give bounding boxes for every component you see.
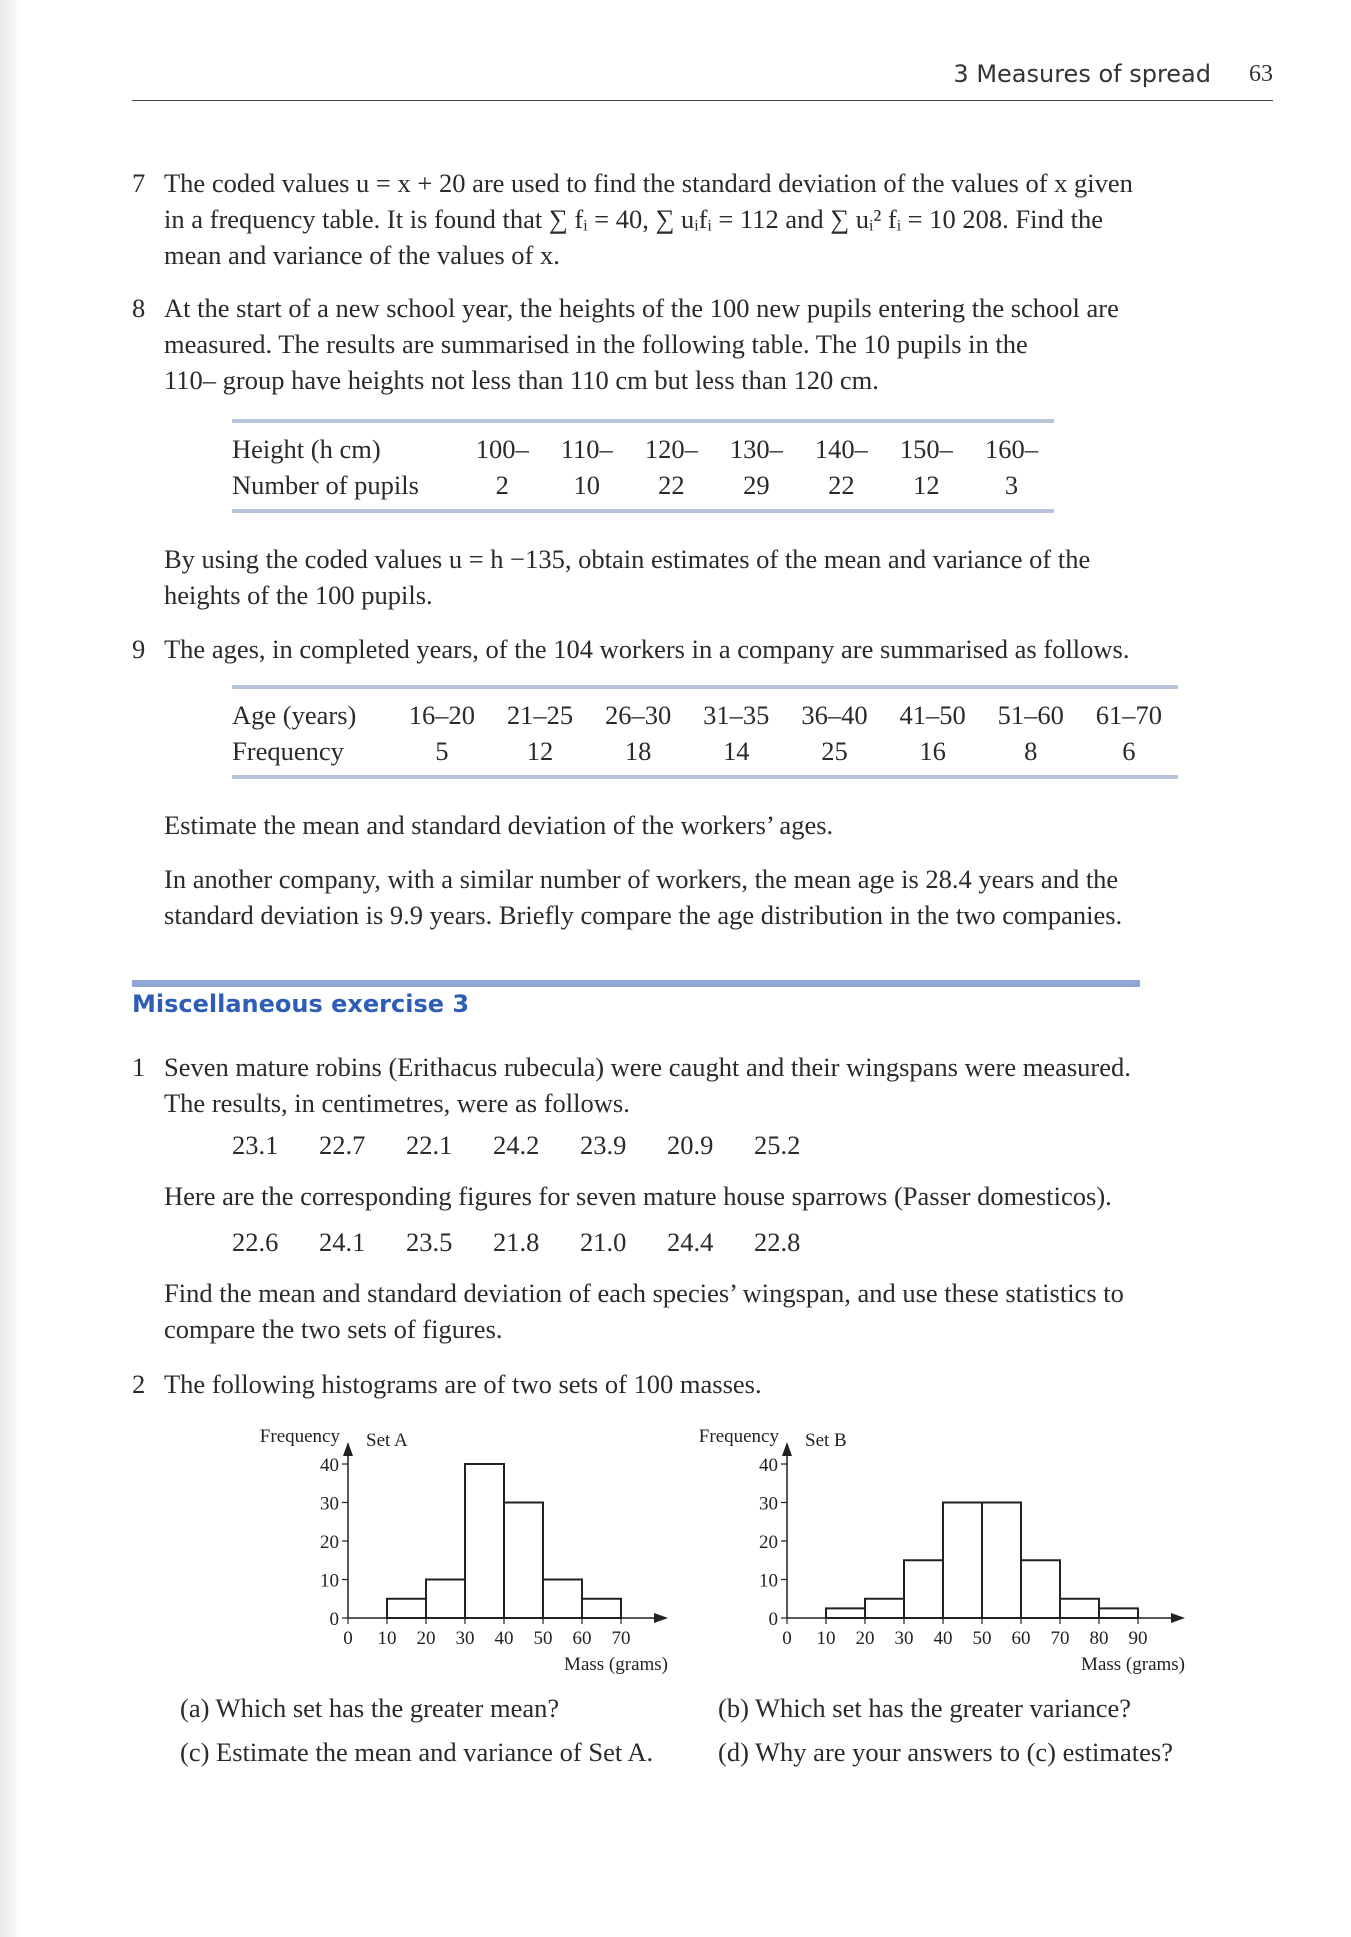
value: 23.5: [406, 1227, 453, 1257]
histogram-bar: [1021, 1560, 1060, 1618]
robin-wingspans: [232, 1130, 834, 1161]
y-tick-label: 30: [759, 1493, 778, 1515]
x-tick-label: 70: [1050, 1628, 1070, 1649]
q8-line-3: 110– group have heights not less than 110 cm but less than 120 cm.: [164, 365, 879, 395]
misc-q1-line-4: Find the mean and standard deviation of each species’ wingspan, and use these statistics to: [164, 1278, 1124, 1308]
y-axis-label: Frequency: [698, 1426, 779, 1447]
histogram-set-b: [670, 1420, 1185, 1680]
x-tick-label: 70: [611, 1628, 631, 1649]
q8-after-1: By using the coded values u = h −135, obtain estimates of the mean and variance of the: [164, 544, 1091, 574]
row-label: Number of pupils: [232, 470, 419, 500]
value: 24.1: [319, 1227, 366, 1257]
question-number: 9: [132, 634, 146, 664]
table-cell: 12: [526, 736, 554, 766]
sparrow-wingspans: [232, 1227, 834, 1258]
x-tick-label: 60: [572, 1628, 592, 1649]
histogram-bar: [943, 1503, 982, 1619]
table-cell: 150–: [899, 434, 953, 464]
y-tick-label: 0: [768, 1609, 778, 1630]
y-tick-label: 40: [320, 1455, 339, 1476]
table-cell: 18: [624, 736, 652, 766]
table-cell: 160–: [984, 434, 1038, 464]
histogram-bar: [904, 1560, 943, 1618]
value: 22.1: [406, 1130, 453, 1160]
question-8-continued: [132, 541, 1222, 613]
table-cell: 12: [913, 470, 940, 500]
histogram-set-a: [230, 1420, 680, 1680]
histogram-bar: [826, 1608, 865, 1618]
misc-question-1: [132, 1049, 1222, 1121]
section-title: Miscellaneous exercise 3: [132, 990, 470, 1018]
value: 22.6: [232, 1227, 279, 1257]
table-cell: 16: [919, 736, 946, 766]
x-tick-label: 50: [533, 1628, 553, 1649]
histogram-bar: [387, 1599, 426, 1618]
table-cell: 8: [1024, 736, 1038, 766]
y-axis-arrow: [782, 1442, 792, 1456]
question-number: 8: [132, 293, 146, 323]
x-tick-label: 20: [855, 1628, 875, 1649]
y-tick-label: 40: [759, 1455, 778, 1476]
table-cell: 26–30: [605, 700, 672, 730]
value: 21.0: [580, 1227, 627, 1257]
page-edge-shadow: [0, 0, 22, 1937]
value: 23.9: [580, 1130, 627, 1160]
chart-title: Set B: [805, 1430, 847, 1451]
value: 22.8: [754, 1227, 801, 1257]
q9-after-2: In another company, with a similar number of workers, the mean age is 28.4 years and the: [164, 864, 1119, 894]
histogram-bar: [1099, 1608, 1138, 1618]
x-tick-label: 20: [416, 1628, 436, 1649]
table-cell: 22: [828, 470, 855, 500]
table-cell: 6: [1122, 736, 1136, 766]
x-tick-label: 0: [343, 1628, 353, 1649]
part-d: (d) Why are your answers to (c) estimates?: [718, 1737, 1173, 1767]
q9-after-3: standard deviation is 9.9 years. Briefly compare the age distribution in the two companies.: [164, 900, 1123, 930]
y-axis-arrow: [343, 1442, 353, 1456]
part-c: (c) Estimate the mean and variance of Set A.: [180, 1737, 654, 1767]
question-number: 7: [132, 168, 146, 198]
value: 23.1: [232, 1130, 279, 1160]
x-tick-label: 30: [894, 1628, 914, 1649]
part-a: (a) Which set has the greater mean?: [180, 1693, 560, 1723]
y-axis-label: Frequency: [259, 1426, 340, 1447]
y-tick-label: 0: [329, 1609, 339, 1630]
row-label: Frequency: [232, 736, 344, 766]
chapter-title: 3 Measures of spread: [953, 60, 1211, 88]
histogram-bar: [504, 1503, 543, 1619]
table-cell: 16–20: [408, 700, 475, 730]
x-axis-label: Mass (grams): [1081, 1654, 1185, 1675]
misc-q1-line-2: The results, in centimetres, were as follows.: [164, 1088, 630, 1118]
running-header: [132, 58, 1273, 101]
question-9: [132, 631, 1222, 667]
table-cell: 25: [821, 736, 848, 766]
x-tick-label: 30: [455, 1628, 475, 1649]
table-cell: 120–: [644, 434, 698, 464]
q9-line-1: The ages, in completed years, of the 104 workers in a company are summarised as follows.: [164, 634, 1130, 664]
value: 20.9: [667, 1130, 714, 1160]
x-tick-label: 50: [972, 1628, 992, 1649]
row-label: Height (h cm): [232, 434, 381, 464]
row-label: Age (years): [232, 700, 357, 730]
misc-q1-line-3: Here are the corresponding figures for seven mature house sparrows (Passer domesticos).: [164, 1181, 1112, 1211]
misc-q1-line-1: Seven mature robins (Erithacus rubecula) were caught and their wingspans were measured.: [164, 1052, 1131, 1082]
x-axis-label: Mass (grams): [564, 1654, 668, 1675]
y-tick-label: 10: [320, 1570, 339, 1592]
misc-question-2: [132, 1366, 1222, 1402]
y-tick-label: 10: [759, 1570, 778, 1592]
y-tick-label: 20: [320, 1532, 339, 1553]
value: 24.4: [667, 1227, 714, 1257]
q7-line-3: mean and variance of the values of x.: [164, 240, 560, 270]
table-cell: 100–: [475, 434, 529, 464]
page-number: 63: [1249, 61, 1273, 87]
table-cell: 29: [743, 470, 770, 500]
table-cell: 51–60: [997, 700, 1064, 730]
histogram-bar: [982, 1503, 1021, 1619]
x-tick-label: 10: [816, 1628, 836, 1649]
table-cell: 2: [495, 470, 509, 500]
table-cell: 140–: [814, 434, 868, 464]
table-row: [232, 733, 1178, 777]
histogram-bar: [582, 1599, 621, 1618]
table-cell: 22: [658, 470, 685, 500]
table-cell: 3: [1004, 470, 1019, 500]
q7-line-2: in a frequency table. It is found that ∑ fᵢ = 40, ∑ uᵢfᵢ = 112 and ∑ uᵢ² fᵢ = 10 208. Find the: [164, 204, 1103, 234]
table-cell: 21–25: [506, 700, 574, 730]
question-number: 1: [132, 1052, 146, 1082]
table-cell: 14: [723, 736, 750, 766]
table-cell: 130–: [729, 434, 783, 464]
question-number: 2: [132, 1369, 146, 1399]
table-cell: 31–35: [703, 700, 770, 730]
q7-line-1: The coded values u = x + 20 are used to find the standard deviation of the values of x given: [164, 168, 1133, 198]
q8-after-2: heights of the 100 pupils.: [164, 580, 433, 610]
histogram-bar: [1060, 1599, 1099, 1618]
x-axis-arrow: [654, 1613, 668, 1623]
x-tick-label: 60: [1011, 1628, 1031, 1649]
table-cell: 5: [435, 736, 449, 766]
question-9-continued: [132, 807, 1222, 933]
value: 21.8: [493, 1227, 540, 1257]
height-frequency-table: [232, 419, 1054, 513]
q8-line-1: At the start of a new school year, the heights of the 100 new pupils entering the school are: [164, 293, 1119, 323]
x-tick-label: 0: [782, 1628, 792, 1649]
histogram-bar: [865, 1599, 904, 1618]
value: 24.2: [493, 1130, 540, 1160]
age-frequency-table: [232, 685, 1178, 779]
table-row: [232, 687, 1178, 733]
x-axis-arrow: [1171, 1613, 1185, 1623]
y-tick-label: 30: [320, 1493, 339, 1515]
y-tick-label: 20: [759, 1532, 778, 1553]
histogram-bar: [426, 1580, 465, 1619]
part-b: (b) Which set has the greater variance?: [718, 1693, 1131, 1723]
question-8: [132, 290, 1222, 398]
x-tick-label: 80: [1089, 1628, 1109, 1649]
q9-after-1: Estimate the mean and standard deviation of the workers’ ages.: [164, 810, 834, 840]
q8-line-2: measured. The results are summarised in the following table. The 10 pupils in the: [164, 329, 1028, 359]
section-divider: [132, 980, 1140, 987]
table-row: [232, 421, 1054, 467]
table-cell: 36–40: [801, 700, 868, 730]
x-tick-label: 40: [494, 1628, 514, 1649]
table-cell: 10: [573, 470, 601, 500]
table-row: [232, 467, 1054, 511]
histogram-bar: [543, 1580, 582, 1619]
misc-question-1-end: [132, 1275, 1222, 1347]
table-cell: 61–70: [1095, 700, 1163, 730]
misc-question-1-sparrows: [132, 1178, 1222, 1214]
table-cell: 110–: [560, 434, 613, 464]
question-7: [132, 165, 1222, 273]
x-tick-label: 40: [933, 1628, 953, 1649]
chart-title: Set A: [366, 1430, 408, 1451]
misc-q2-line-1: The following histograms are of two sets of 100 masses.: [164, 1369, 762, 1399]
x-tick-label: 90: [1128, 1628, 1148, 1649]
misc-q1-line-5: compare the two sets of figures.: [164, 1314, 503, 1344]
value: 25.2: [754, 1130, 801, 1160]
value: 22.7: [319, 1130, 366, 1160]
histogram-bar: [465, 1464, 504, 1618]
x-tick-label: 10: [377, 1628, 397, 1649]
table-cell: 41–50: [899, 700, 966, 730]
